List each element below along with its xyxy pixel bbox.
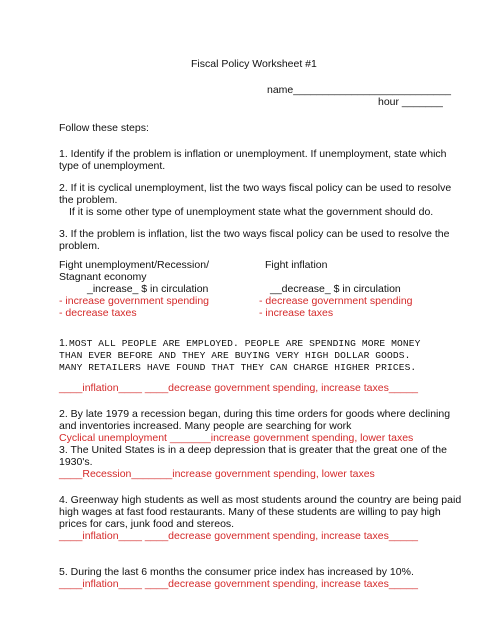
problem-4-line-2: high wages at fast food restaurants. Many of these students are willing to pay high — [59, 506, 441, 518]
left-column-heading-line-2: Stagnant economy — [59, 271, 147, 283]
left-answer-item-2: - decrease taxes — [59, 307, 137, 319]
problem-1-line-3: MANY RETAILERS HAVE FOUND THAT THEY CAN CHARGE HIGHER PRICES. — [59, 362, 417, 373]
problem-5-answer: ____inflation____ ____decrease government spending, increase taxes_____ — [59, 578, 419, 590]
problem-1-answer: ____inflation____ ____decrease government spending, increase taxes_____ — [59, 382, 419, 394]
problem-2-line-1: 2. By late 1979 a recession began, during this time orders for goods where declining — [59, 408, 451, 420]
problem-4-line-3: prices for cars, junk food and stereos. — [59, 518, 235, 530]
problem-3-line-2: 1930's. — [59, 456, 93, 468]
problem-1-number: 1. — [59, 337, 68, 349]
hour-line: hour _______ — [378, 96, 443, 108]
problem-3-answer: ____Recession_______increase government spending, lower taxes — [59, 468, 375, 480]
problem-5-line-1: 5. During the last 6 months the consumer price index has increased by 10%. — [59, 566, 414, 578]
step-2-line-2: the problem. — [59, 194, 118, 206]
right-answer-item-2: - increase taxes — [259, 307, 334, 319]
step-1-line-2: type of unemployment. — [59, 160, 166, 172]
step-3-line-2: problem. — [59, 240, 100, 252]
left-answer-item-1: - increase government spending — [59, 295, 210, 307]
problem-2-line-2: and inventories increased. Many people are searching for work — [59, 420, 352, 432]
right-circulation-answer: __decrease_ $ in circulation — [270, 283, 401, 295]
problem-4-line-1: 4. Greenway high students as well as most students around the country are being paid — [59, 494, 462, 506]
name-line: name___________________________ — [267, 84, 451, 96]
instructions-intro: Follow these steps: — [59, 122, 149, 134]
left-circulation-answer: _increase_ $ in circulation — [87, 283, 209, 295]
problem-4-answer: ____inflation____ ____decrease government spending, increase taxes_____ — [59, 530, 419, 542]
right-answer-item-1: - decrease government spending — [259, 295, 413, 307]
left-column-heading-line-1: Fight unemployment/Recession/ — [59, 259, 209, 271]
problem-1-line-1: MOST ALL PEOPLE ARE EMPLOYED. PEOPLE ARE SPENDING MORE MONEY — [69, 338, 421, 349]
problem-3-line-1: 3. The United States is in a deep depression that is greater that the great one of the — [59, 444, 447, 456]
step-2-line-1: 2. If it is cyclical unemployment, list the two ways fiscal policy can be used to resolve — [59, 182, 452, 194]
right-column-heading: Fight inflation — [265, 259, 328, 271]
problem-1-line-2: THAN EVER BEFORE AND THEY ARE BUYING VERY HIGH DOLLAR GOODS. — [59, 350, 411, 361]
step-2-line-3: If it is some other type of unemployment state what the government should do. — [69, 206, 434, 218]
problem-2-answer: Cyclical unemployment _______increase government spending, lower taxes — [59, 432, 414, 444]
step-3-line-1: 3. If the problem is inflation, list the two ways fiscal policy can be used to resolve the — [59, 228, 450, 240]
step-1-line-1: 1. Identify if the problem is inflation or unemployment. If unemployment, state which — [59, 148, 447, 160]
page-title: Fiscal Policy Worksheet #1 — [191, 58, 317, 70]
